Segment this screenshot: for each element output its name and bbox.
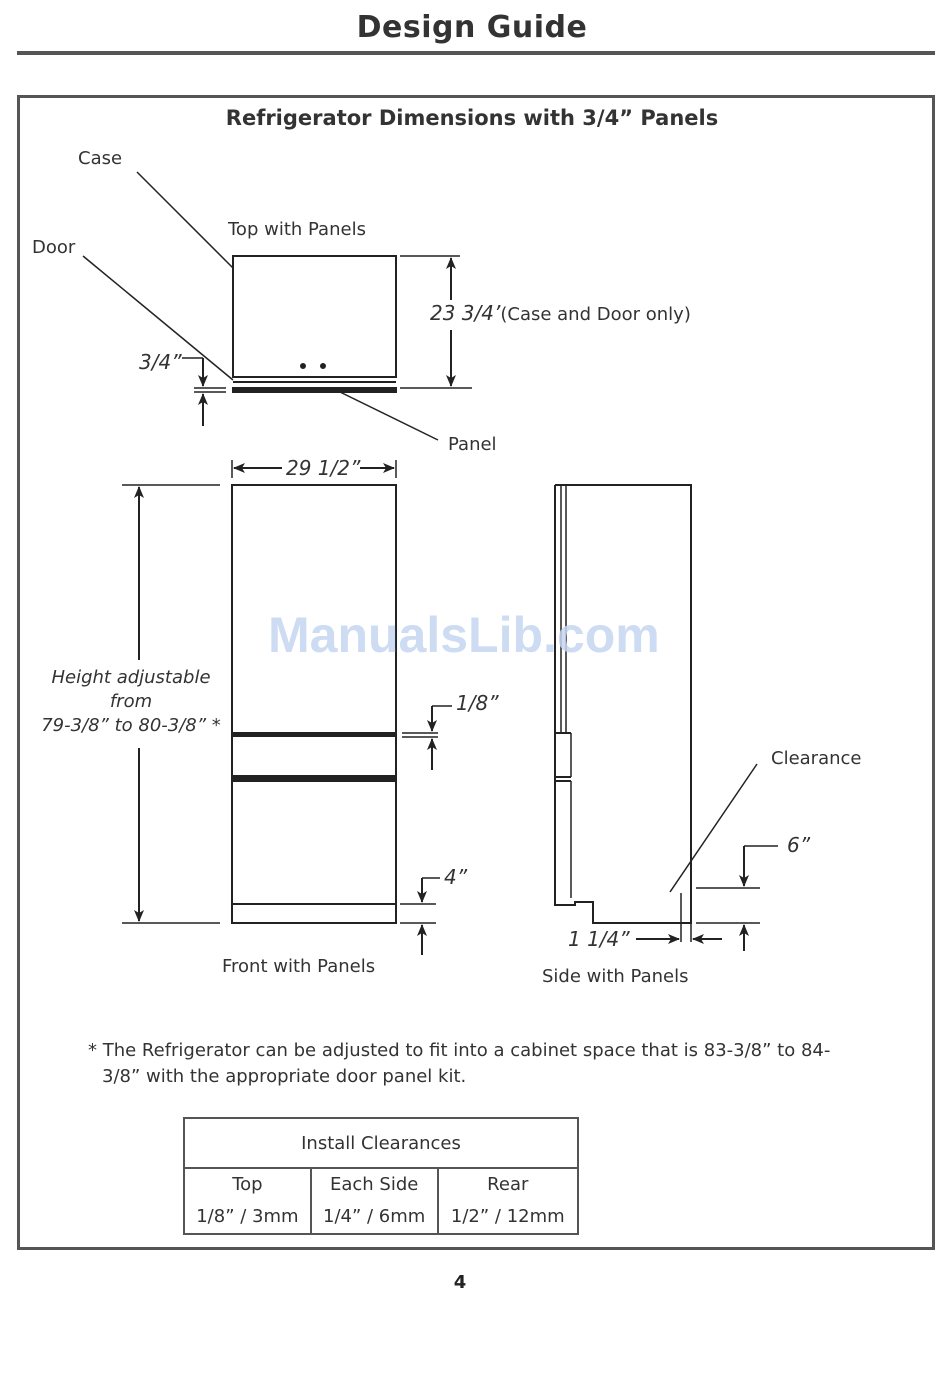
footnote: * The Refrigerator can be adjusted to fit into a cabinet space that is 83-3/8” to 84-3/8” with the appropriate door panel kit. — [88, 1040, 831, 1087]
table-header-row — [184, 1118, 578, 1168]
top-view-drawing — [83, 172, 472, 440]
panel-thickness-dimension: 3/4” — [139, 350, 182, 374]
depth-value: 23 3/4’ — [430, 301, 501, 325]
toe-kick-dimension: 4” — [444, 865, 468, 889]
case-leader — [137, 172, 233, 268]
side-view-caption: Side with Panels — [542, 966, 689, 987]
panel-label: Panel — [448, 434, 497, 455]
width-dimension: 29 1/2” — [286, 456, 361, 480]
depth-dimension — [430, 301, 691, 325]
panel-leader — [340, 392, 438, 440]
front-view-caption: Front with Panels — [222, 956, 376, 977]
height-line-1: Height adjustable — [51, 667, 211, 688]
column-rear-value: 1/2” / 12mm — [438, 1201, 578, 1234]
column-rear-label: Rear — [438, 1168, 578, 1201]
side-offset-dimension: 1 1/4” — [568, 927, 630, 951]
rear-clearance-dimension: 6” — [787, 833, 811, 857]
table-row — [184, 1201, 578, 1234]
column-top-value: 1/8” / 3mm — [184, 1201, 311, 1234]
height-dimension — [30, 666, 232, 738]
clearance-label: Clearance — [771, 748, 862, 769]
section-title: Refrigerator Dimensions with 3/4” Panels — [225, 106, 719, 130]
table-row — [184, 1168, 578, 1201]
column-each-side-value: 1/4” / 6mm — [311, 1201, 438, 1234]
depth-note: (Case and Door only) — [500, 304, 691, 325]
column-each-side-label: Each Side — [311, 1168, 438, 1201]
column-top-label: Top — [184, 1168, 311, 1201]
table-title: Install Clearances — [184, 1118, 578, 1168]
side-view-drawing — [555, 485, 778, 951]
door-label: Door — [32, 237, 76, 258]
page-number: 4 — [453, 1272, 467, 1293]
page-title: Design Guide — [356, 10, 588, 45]
height-line-3: 79-3/8” to 80-3/8” * — [41, 715, 221, 736]
gap-dimension: 1/8” — [456, 691, 499, 715]
top-view-caption: Top with Panels — [228, 219, 366, 240]
case-label: Case — [78, 148, 123, 169]
watermark: ManualsLib.com — [268, 607, 660, 663]
height-line-2: from — [109, 691, 153, 712]
install-clearances-table — [183, 1117, 579, 1235]
